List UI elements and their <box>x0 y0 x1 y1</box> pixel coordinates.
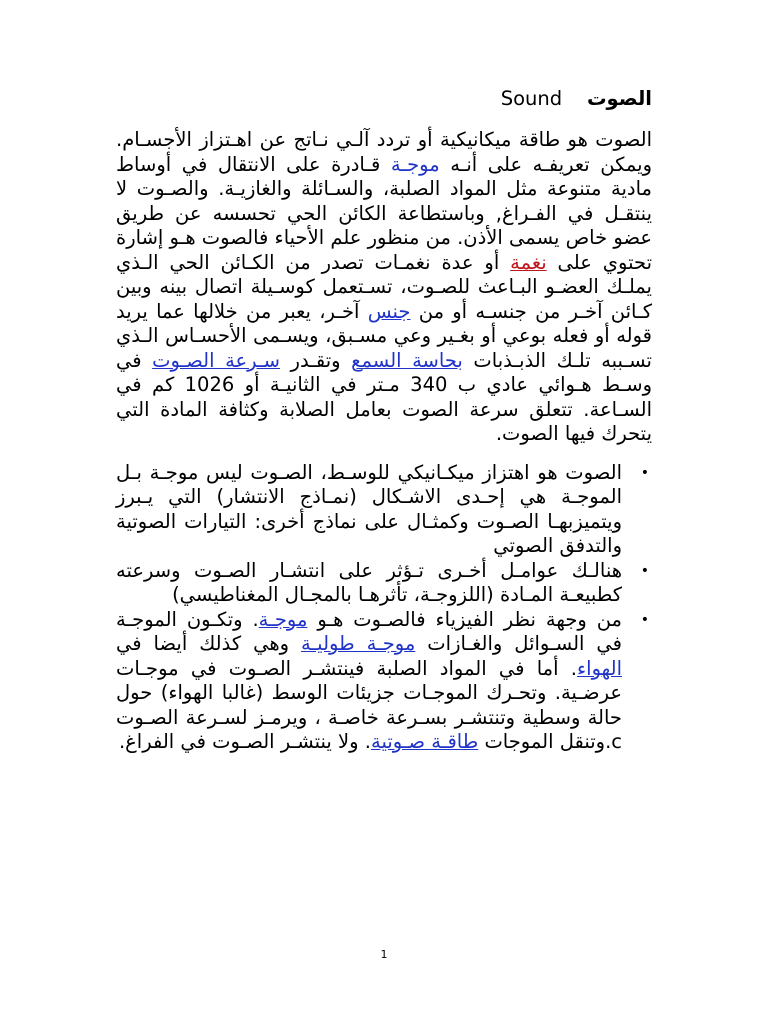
text-run: . أما في المواد الصلبة فينتشـر الصـوت في موجـات عرضـية. وتحـرك الموجـات جزيئات الوسط (غالبا الهواء) حول حالة وسطية وتنتشـر بسـرعة خاصـة ، ويرمـز لسـرعة الصـوت c.وتنقل الموجات <box>116 656 622 753</box>
hyperlink[interactable]: الهواء <box>576 656 622 680</box>
page-number: 1 <box>380 948 388 961</box>
hyperlink[interactable]: طاقـة صـوتية <box>370 730 479 753</box>
text-run: . ولا ينتشـر الصـوت في الفراغ. <box>118 730 371 753</box>
text-run: الصوت هو طاقة ميكانيكية أو تردد آلـي نـاتج عن اهـتزاز الأجسـام. ويمكن تعريفـه على أنـه <box>116 128 652 176</box>
hyperlink[interactable]: بحاسة السمع <box>351 348 463 372</box>
text-run: أو عدة نغمـات تصدر من الكـائن الحي الـذي يملـك العضـو البـاعث للصـوت، تسـتعمل كوسـيلة اتصال بينه وبين كـائن آخـر من جنسـه أو من <box>116 250 652 323</box>
hyperlink[interactable]: جنس <box>367 299 411 323</box>
bullet-list <box>116 461 652 755</box>
title-arabic: الصوت <box>586 87 652 110</box>
page-title <box>116 86 652 112</box>
text-run: هنالـك عوامـل أخـرى تـؤثر على انتشـار الصـوت وسرعته كطبيعـة المـادة (اللزوجـة، تأثرهـا بالمجـال المغناطيسي) <box>116 558 622 606</box>
text-run: قـادرة على الانتقال في أوساط مادية متنوعة مثل المواد الصلبة، والسـائلة والغازيـة. والصـوت لا ينتقـل في الفـراغ, وباستطاعة الكائن الحي تحسسه عن طريق عضو خاص يسمى الأذن. من منظور علم الأحياء فالصوت هـو إشارة تحتوي على <box>116 152 652 274</box>
hyperlink[interactable]: موجـة <box>258 607 308 631</box>
bullet-icon: • <box>640 562 649 579</box>
bullet-item <box>116 460 649 559</box>
text-run: الصوت هو اهتزاز ميكـانيكي للوسـط، الصـوت ليس موجـة بـل الموجـة هي إحـدى الاشـكال (نمـاذج الانتشار) التي يـبرز ويتميزبهـا الصـوت وكمثـال على نماذج أخرى: التيارات الصوتية والتدفق الصوتي <box>116 460 622 557</box>
text-run: وتقـدر <box>279 348 352 372</box>
hyperlink[interactable]: سـرعة الصـوت <box>152 348 280 372</box>
text-run: . وتكـون الموجـة في السـوائل والغـازات <box>116 607 623 655</box>
intro-paragraph-text <box>116 128 652 447</box>
bullet-icon: • <box>640 611 649 628</box>
hyperlink[interactable]: نغمة <box>510 250 547 274</box>
title-english: Sound <box>500 87 563 110</box>
text-run: من وجهة نظر الفيزياء فالصـوت هـو <box>307 607 622 631</box>
text-run: آخـر، يعبر من خلالها عما يريد قوله أو فعله بوعي أو بغـير وعي مسـبق، ويسـمى الأحسـاس الـذي تسـببه تلـك الذبـذبات <box>116 299 652 372</box>
bullet-item <box>116 607 649 755</box>
bullet-icon: • <box>640 464 649 481</box>
text-run: وهي كذلك أيضا في <box>116 632 302 655</box>
document-body <box>116 86 652 755</box>
intro-paragraph <box>116 128 652 447</box>
hyperlink[interactable]: موجـة طوليـة <box>301 632 416 655</box>
bullet-item <box>116 558 649 608</box>
hyperlink[interactable]: موجـة <box>390 152 440 176</box>
text-run: في وسـط هـوائي عادي ب 340 مـتر في الثانيـة أو 1026 كم في السـاعة. تتعلق سرعة الصوت بعامل الصلابة وكثافة المادة التي يتحرك فيها الصوت. <box>116 348 653 445</box>
